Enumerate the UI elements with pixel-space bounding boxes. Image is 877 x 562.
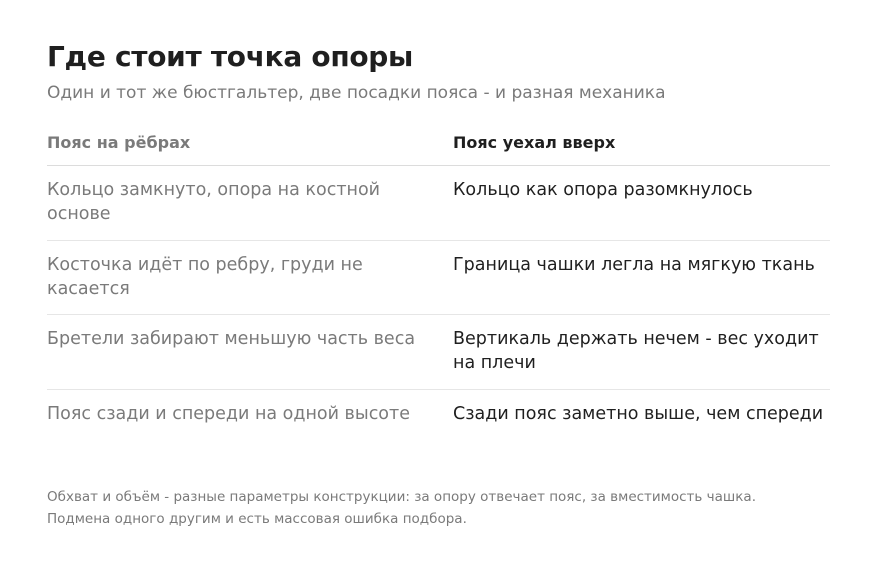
footnote xyxy=(47,486,837,530)
table-cell-ribs: Пояс сзади и спереди на одной высоте xyxy=(47,403,410,424)
page-title: Где стоит точка опоры xyxy=(47,40,414,73)
column-header-raised: Пояс уехал вверх xyxy=(453,133,616,152)
table-cell-raised: Граница чашки легла на мягкую ткань xyxy=(453,254,815,275)
table-cell-raised: Вертикаль держать нечем - вес уходит на плечи xyxy=(453,329,819,373)
footnote-line: Обхват и объём - разные параметры конструкции: за опору отвечает пояс, за вместимость чашка. xyxy=(47,489,756,505)
table-cell-raised: Кольцо как опора разомкнулось xyxy=(453,180,753,200)
table-cell-ribs: Кольцо замкнуто, опора на костной основе xyxy=(47,180,381,224)
table-cell-raised: Сзади пояс заметно выше, чем спереди xyxy=(453,403,824,424)
column-header-ribs: Пояс на рёбрах xyxy=(47,133,191,152)
table-cell-ribs: Косточка идёт по ребру, груди не касается xyxy=(47,254,363,299)
table-header xyxy=(47,127,830,166)
footnote-line: Подмена одного другим и есть массовая ошибка подбора. xyxy=(47,511,467,527)
table-cell-ribs: Бретели забирают меньшую часть веса xyxy=(47,329,416,349)
table-row xyxy=(47,315,830,390)
table-row xyxy=(47,390,830,465)
page-subtitle: Один и тот же бюстгальтер, две посадки пояса - и разная механика xyxy=(47,83,666,103)
comparison-table xyxy=(47,127,830,464)
table-row xyxy=(47,241,830,316)
table-row xyxy=(47,166,830,241)
